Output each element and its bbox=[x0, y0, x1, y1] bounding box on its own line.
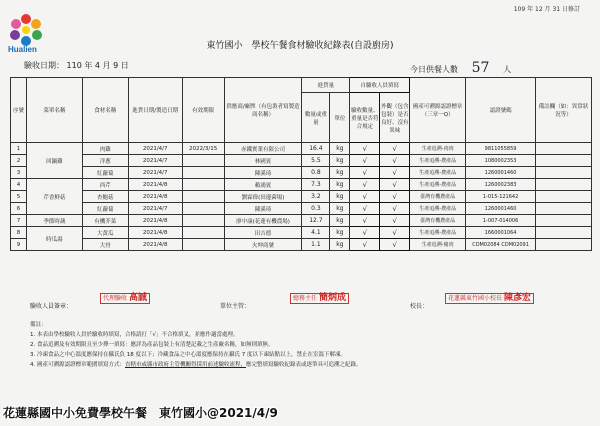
cell-check-appearance: √ bbox=[380, 203, 410, 215]
header-qty: 數量或重量 bbox=[302, 93, 330, 143]
verifier-stamp-name: 高誠 bbox=[128, 293, 147, 303]
cell-vendor: 火坤商號 bbox=[224, 239, 302, 251]
cell-check-appearance: √ bbox=[380, 239, 410, 251]
signature-area bbox=[0, 291, 600, 319]
header-remarks: 備註欄（如：異常狀況等） bbox=[536, 78, 592, 143]
note-2: 2. 食品追溯及有效期限且至少擇一填寫：應詳為產品包裝上有清楚記載之生產廠名稱，如無則填無。 bbox=[30, 342, 274, 348]
cell-expiry bbox=[182, 215, 224, 227]
header-vendor: 供應商/廠牌（有包裝者寫製造商名稱） bbox=[224, 78, 302, 143]
cell-qty: 12.7 bbox=[302, 215, 330, 227]
note-4-start: 4. 國產可溯源認證標章範圍填寫方式： bbox=[30, 362, 125, 368]
cell-expiry bbox=[182, 239, 224, 251]
verifier-stamp bbox=[100, 293, 150, 304]
header-check1: 驗收數量、重量是否符合規定 bbox=[350, 93, 380, 143]
cell-vendor: 田吉德 bbox=[224, 227, 302, 239]
unit-stamp-title: 總務主任 bbox=[293, 295, 318, 302]
cell-unit: kg bbox=[330, 167, 350, 179]
cell-remarks bbox=[536, 227, 592, 239]
cell-cert: 1-007-014006 bbox=[466, 215, 536, 227]
cell-check-appearance: √ bbox=[380, 167, 410, 179]
cell-no: 6 bbox=[11, 203, 27, 215]
cell-unit: kg bbox=[330, 143, 350, 155]
cell-cert: 1260001460 bbox=[466, 167, 536, 179]
principal-label: 校長： bbox=[410, 303, 429, 310]
cell-no: 9 bbox=[11, 239, 27, 251]
revised-date: 109 年 12 月 31 日修訂 bbox=[513, 6, 580, 13]
header-cert: 認證號碼 bbox=[466, 78, 536, 143]
cell-expiry bbox=[182, 227, 224, 239]
note-4-underlined: 直轄市或縣市政府主管機關得採用前述驗收流程， bbox=[125, 362, 247, 368]
cell-expiry bbox=[182, 155, 224, 167]
cell-no: 2 bbox=[11, 155, 27, 167]
cell-unit: kg bbox=[330, 239, 350, 251]
cell-unit: kg bbox=[330, 191, 350, 203]
table-row bbox=[11, 239, 592, 251]
verifier-stamp-title: 代理驗收 bbox=[103, 295, 128, 302]
cell-dish: 芹香鮮菇 bbox=[26, 179, 82, 215]
cell-expiry: 2022/3/15 bbox=[182, 143, 224, 155]
cell-cert: 1260001460 bbox=[466, 203, 536, 215]
cell-arrival: 2021/4/8 bbox=[128, 191, 182, 203]
header-arrival: 進貨日期/製造日期 bbox=[128, 78, 182, 143]
cell-check-quantity: √ bbox=[350, 143, 380, 155]
cell-qty: 0.3 bbox=[302, 203, 330, 215]
cell-check-appearance: √ bbox=[380, 191, 410, 203]
cell-check-quantity: √ bbox=[350, 215, 380, 227]
cell-cert: 1660001064 bbox=[466, 227, 536, 239]
cell-ingredient: 肉雞 bbox=[82, 143, 128, 155]
inspection-table bbox=[10, 77, 592, 251]
cell-unit: kg bbox=[330, 155, 350, 167]
cell-ingredient: 大骨 bbox=[82, 239, 128, 251]
cell-check-appearance: √ bbox=[380, 215, 410, 227]
cell-origin: 生產追溯-農產品 bbox=[410, 155, 466, 167]
cell-vendor: 陳溪琦 bbox=[224, 167, 302, 179]
cell-expiry bbox=[182, 191, 224, 203]
cell-unit: kg bbox=[330, 215, 350, 227]
cell-origin: 臺灣有機農產品 bbox=[410, 191, 466, 203]
meal-count bbox=[410, 60, 511, 76]
cell-remarks bbox=[536, 155, 592, 167]
header-unit: 單位 bbox=[330, 93, 350, 143]
principal-stamp-title: 花蓮縣東竹國小校長 bbox=[448, 295, 503, 302]
cell-arrival: 2021/4/8 bbox=[128, 227, 182, 239]
cell-no: 4 bbox=[11, 179, 27, 191]
cell-remarks bbox=[536, 143, 592, 155]
cell-arrival: 2021/4/8 bbox=[128, 179, 182, 191]
cell-arrival: 2021/4/7 bbox=[128, 167, 182, 179]
cell-origin: 生產追溯-農產品 bbox=[410, 203, 466, 215]
table-row bbox=[11, 179, 592, 191]
cell-qty: 0.8 bbox=[302, 167, 330, 179]
cell-qty: 5.5 bbox=[302, 155, 330, 167]
cell-check-appearance: √ bbox=[380, 155, 410, 167]
cell-vendor: 劉霖偉(田邊菌場) bbox=[224, 191, 302, 203]
cell-origin: 生產追溯-農產品 bbox=[410, 167, 466, 179]
note-4-end: 應完整填寫驗收紀錄表或逐筆具可追溯之紀錄。 bbox=[246, 362, 362, 368]
cell-arrival: 2021/4/8 bbox=[128, 239, 182, 251]
table-row bbox=[11, 191, 592, 203]
logo-text: Hualien bbox=[8, 45, 37, 54]
note-3: 3. 冷凍食品之中心溫度應保持在攝氏負 18 度以下；冷藏食品之中心溫度應保持在攝氏 7 度以下凍結點以上，禁止在室溫下解凍。 bbox=[30, 352, 346, 358]
cell-check-quantity: √ bbox=[350, 227, 380, 239]
cell-unit: kg bbox=[330, 227, 350, 239]
header-inbound: 進貨量 bbox=[302, 78, 350, 93]
header-expiry: 有效期限 bbox=[182, 78, 224, 143]
cell-ingredient: 有機芥菜 bbox=[82, 215, 128, 227]
table-body bbox=[11, 143, 592, 251]
header-ingredient: 食材名稱 bbox=[82, 78, 128, 143]
cell-cert: CDM02084 CDM02091 bbox=[466, 239, 536, 251]
cell-remarks bbox=[536, 203, 592, 215]
cell-ingredient: 西芹 bbox=[82, 179, 128, 191]
table-row bbox=[11, 227, 592, 239]
cell-origin: 臺灣有機農產品 bbox=[410, 215, 466, 227]
inspection-date: 驗收日期： 110 年 4 月 9 日 bbox=[24, 61, 129, 70]
cell-unit: kg bbox=[330, 179, 350, 191]
cell-dish: 時瓜湯 bbox=[26, 227, 82, 251]
cell-check-quantity: √ bbox=[350, 203, 380, 215]
header-no: 序號 bbox=[11, 78, 27, 143]
cell-check-quantity: √ bbox=[350, 191, 380, 203]
cell-remarks bbox=[536, 191, 592, 203]
principal-stamp bbox=[445, 293, 534, 304]
meal-count-label: 今日供餐人數 bbox=[410, 65, 458, 74]
unit-head-label: 單位主管： bbox=[220, 303, 251, 310]
cell-qty: 1.1 bbox=[302, 239, 330, 251]
cell-qty: 4.1 bbox=[302, 227, 330, 239]
cell-no: 7 bbox=[11, 215, 27, 227]
cell-origin: 生產追溯-農產品 bbox=[410, 227, 466, 239]
table-row bbox=[11, 215, 592, 227]
header-inspector: 自驗收人員填寫 bbox=[350, 78, 410, 93]
meal-count-value: 57 bbox=[471, 60, 490, 76]
cell-check-quantity: √ bbox=[350, 155, 380, 167]
cell-cert: 1260002383 bbox=[466, 179, 536, 191]
table-row bbox=[11, 143, 592, 155]
notes-heading: 備註： bbox=[30, 322, 47, 328]
cell-vendor: 賴鴻賓 bbox=[224, 179, 302, 191]
cell-no: 3 bbox=[11, 167, 27, 179]
cell-check-appearance: √ bbox=[380, 179, 410, 191]
cell-expiry bbox=[182, 203, 224, 215]
meal-count-unit: 人 bbox=[503, 65, 512, 74]
photo-caption: 花蓮縣國中小免費學校午餐 東竹國小@2021/4/9 bbox=[3, 406, 278, 420]
cell-arrival: 2021/4/8 bbox=[128, 215, 182, 227]
cell-no: 5 bbox=[11, 191, 27, 203]
cell-vendor: 廖中康(花蓮有機農場) bbox=[224, 215, 302, 227]
verifier-label: 驗收人員簽章： bbox=[30, 303, 73, 310]
header-check2: 外觀（包含包裝）是否良好、沒有異味 bbox=[380, 93, 410, 143]
table-row bbox=[11, 167, 592, 179]
cell-dish: 回鍋雞 bbox=[26, 143, 82, 179]
cell-check-quantity: √ bbox=[350, 179, 380, 191]
cell-ingredient: 洋蔥 bbox=[82, 155, 128, 167]
cell-arrival: 2021/4/7 bbox=[128, 203, 182, 215]
cell-qty: 7.3 bbox=[302, 179, 330, 191]
cell-remarks bbox=[536, 239, 592, 251]
table-row bbox=[11, 155, 592, 167]
unit-stamp-name: 簡炳成 bbox=[318, 293, 346, 303]
cell-ingredient: 紅蘿蔔 bbox=[82, 203, 128, 215]
cell-no: 1 bbox=[11, 143, 27, 155]
cell-arrival: 2021/4/7 bbox=[128, 155, 182, 167]
cell-origin: 生產追溯-豬肉 bbox=[410, 239, 466, 251]
header-origin: 國產可溯源認證標章（三章一Q） bbox=[410, 78, 466, 143]
notes bbox=[30, 320, 590, 370]
page-title: 東竹國小 學校午餐食材驗收紀錄表(自設廚房) bbox=[206, 41, 394, 51]
cell-check-quantity: √ bbox=[350, 239, 380, 251]
note-1: 1. 本表由學校驗收人員於驗收時填寫，合格請打「√」不合格填叉，並應作適當處理。 bbox=[30, 332, 239, 338]
cell-cert: 9811055859 bbox=[466, 143, 536, 155]
cell-expiry bbox=[182, 179, 224, 191]
cell-vendor: 林國賓 bbox=[224, 155, 302, 167]
cell-check-appearance: √ bbox=[380, 143, 410, 155]
cell-origin: 生產追溯-肉肉 bbox=[410, 143, 466, 155]
table-row bbox=[11, 203, 592, 215]
cell-dish: 季節時蔬 bbox=[26, 215, 82, 227]
cell-cert: 1080002353 bbox=[466, 155, 536, 167]
unit-head-stamp bbox=[290, 293, 349, 304]
cell-check-appearance: √ bbox=[380, 227, 410, 239]
cell-remarks bbox=[536, 167, 592, 179]
cell-qty: 3.2 bbox=[302, 191, 330, 203]
cell-qty: 16.4 bbox=[302, 143, 330, 155]
cell-no: 8 bbox=[11, 227, 27, 239]
cell-check-quantity: √ bbox=[350, 167, 380, 179]
cell-remarks bbox=[536, 179, 592, 191]
cell-origin: 生產追溯-農產品 bbox=[410, 179, 466, 191]
cell-ingredient: 杏鮑菇 bbox=[82, 191, 128, 203]
cell-cert: 1-015-121642 bbox=[466, 191, 536, 203]
cell-ingredient: 紅蘿蔔 bbox=[82, 167, 128, 179]
cell-unit: kg bbox=[330, 203, 350, 215]
cell-vendor: 陳溪琦 bbox=[224, 203, 302, 215]
cell-ingredient: 大黃瓜 bbox=[82, 227, 128, 239]
cell-remarks bbox=[536, 215, 592, 227]
note-4 bbox=[30, 360, 590, 370]
header-dish: 菜單名稱 bbox=[26, 78, 82, 143]
cell-vendor: 赤鐵實業有限公司 bbox=[224, 143, 302, 155]
cell-expiry bbox=[182, 167, 224, 179]
cell-arrival: 2021/4/7 bbox=[128, 143, 182, 155]
principal-stamp-name: 陳彥宏 bbox=[503, 293, 531, 303]
